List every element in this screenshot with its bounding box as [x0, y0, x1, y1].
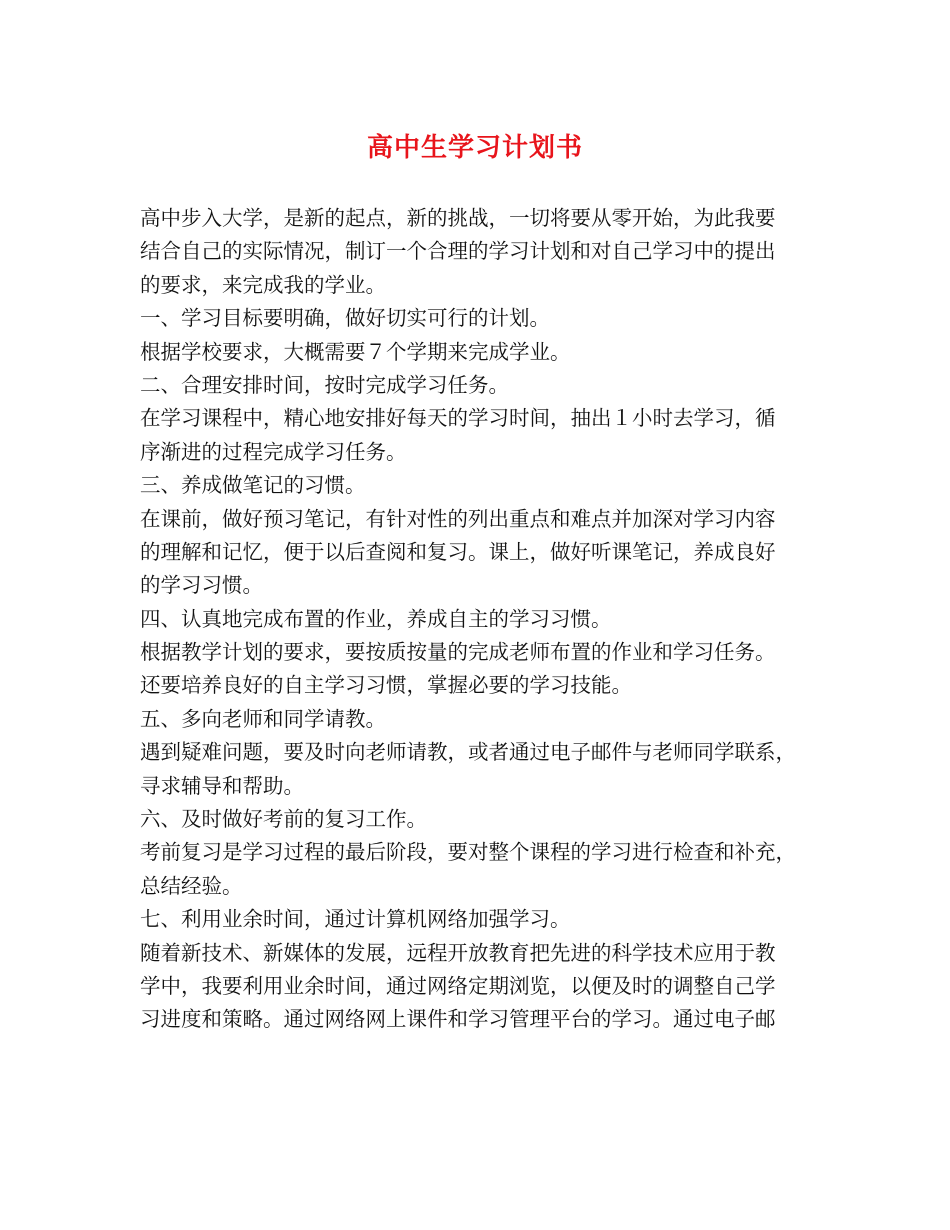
- paragraph-line: 七、利用业余时间，通过计算机网络加强学习。: [140, 907, 571, 932]
- paragraph-line: 遇到疑难问题，要及时向老师请教，或者通过电子邮件与老师同学联系，: [140, 740, 796, 765]
- paragraph-line: 六、及时做好考前的复习工作。: [140, 807, 427, 832]
- paragraph-line: 序渐进的过程完成学习任务。: [140, 439, 407, 464]
- paragraph-line: 五、多向老师和同学请教。: [140, 706, 386, 731]
- paragraph-line: 的理解和记忆，便于以后查阅和复习。课上，做好听课笔记，养成良好: [140, 539, 776, 564]
- paragraph-line: 的要求，来完成我的学业。: [140, 272, 386, 297]
- paragraph-line: 在课前，做好预习笔记，有针对性的列出重点和难点并加深对学习内容: [140, 506, 776, 531]
- paragraph-line: 四、认真地完成布置的作业，养成自主的学习习惯。: [140, 606, 612, 631]
- paragraph-line: 寻求辅导和帮助。: [140, 773, 304, 798]
- paragraph-line: 一、学习目标要明确，做好切实可行的计划。: [140, 306, 550, 331]
- paragraph-line: 根据教学计划的要求，要按质按量的完成老师布置的作业和学习任务。: [140, 640, 776, 665]
- document-title: 高中生学习计划书: [366, 133, 583, 163]
- paragraph-line: 还要培养良好的自主学习习惯，掌握必要的学习技能。: [140, 673, 632, 698]
- paragraph-line: 高中步入大学，是新的起点，新的挑战，一切将要从零开始，为此我要: [140, 206, 776, 230]
- paragraph-line: 根据学校要求，大概需要７个学期来完成学业。: [140, 339, 571, 364]
- paragraph-line: 的学习习惯。: [140, 573, 263, 598]
- paragraph-line: 习进度和策略。通过网络网上课件和学习管理平台的学习。通过电子邮: [140, 1007, 776, 1032]
- paragraph-line: 在学习课程中，精心地安排好每天的学习时间，抽出１小时去学习，循: [140, 406, 776, 431]
- paragraph-line: 随着新技术、新媒体的发展，远程开放教育把先进的科学技术应用于教: [140, 940, 776, 965]
- paragraph-line: 结合自己的实际情况，制订一个合理的学习计划和对自己学习中的提出: [140, 239, 776, 264]
- paragraph-line: 三、养成做笔记的习惯。: [140, 473, 366, 498]
- paragraph-line: 二、合理安排时间，按时完成学习任务。: [140, 372, 509, 397]
- paragraph-line: 学中，我要利用业余时间，通过网络定期浏览，以便及时的调整自己学: [140, 973, 776, 998]
- paragraph-line: 考前复习是学习过程的最后阶段，要对整个课程的学习进行检查和补充，: [140, 840, 796, 865]
- document-body: [140, 202, 830, 1037]
- paragraph-line: 总结经验。: [140, 873, 243, 898]
